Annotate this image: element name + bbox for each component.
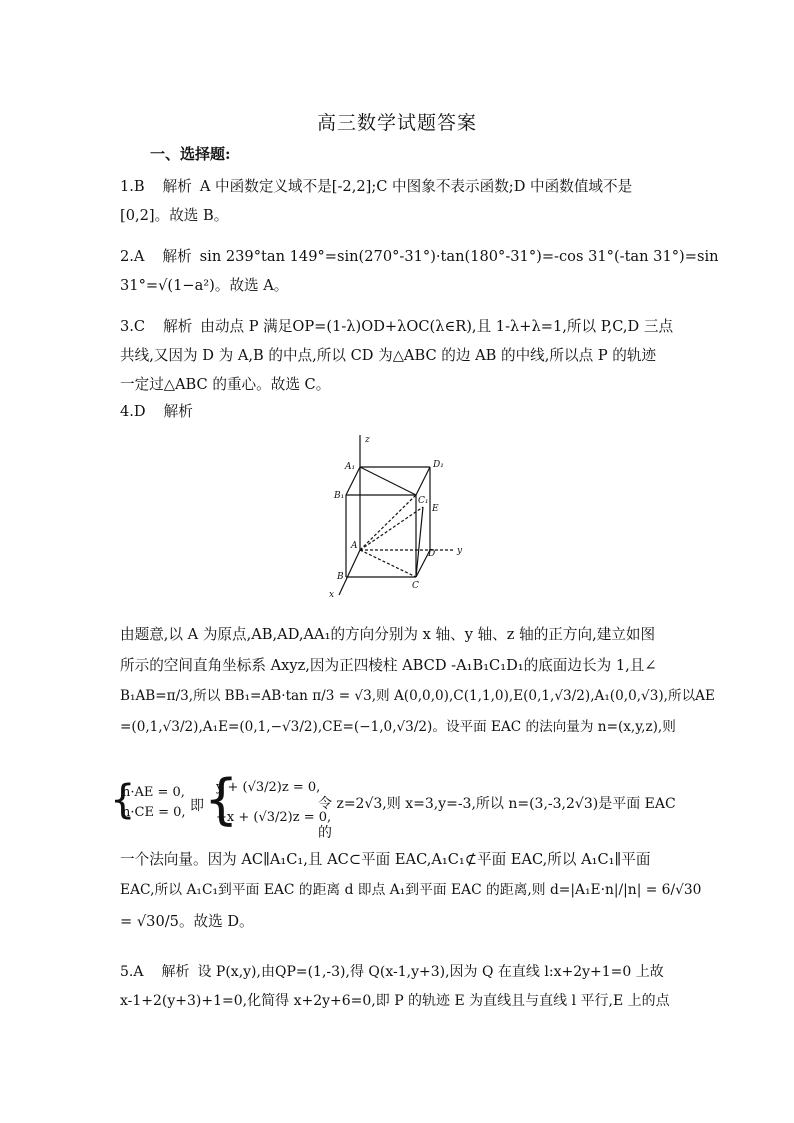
fig-label-b: B xyxy=(337,572,344,582)
answer-text: 所示的空间直角坐标系 Axyz,因为正四棱柱 ABCD -A₁B₁C₁D₁的底面边长为 1,且∠ xyxy=(120,657,657,674)
analysis-label: 解析 xyxy=(163,318,193,335)
answer-number: 4.D xyxy=(120,403,146,420)
answer-text: 令 z=2√3,则 x=3,y=-3,所以 n=(3,-3,2√3)是平面 EAC 的 xyxy=(318,796,676,841)
system-left-1: n·AE = 0, xyxy=(122,785,185,800)
system-connector: 即 xyxy=(190,798,204,814)
answer-5 xyxy=(120,958,680,1016)
system-right-2: −x + (√3/2)z = 0, xyxy=(216,810,332,825)
answer-text: sin 239°tan 149°=sin(270°-31°)·tan(180°-31°)=-cos 31°(-tan 31°)=sin xyxy=(199,248,719,265)
system-right-1: y + (√3/2)z = 0, xyxy=(216,780,321,795)
fig-label-a1: A₁ xyxy=(345,462,356,472)
answer-text: EAC,所以 A₁C₁到平面 EAC 的距离 d 即点 A₁到平面 EAC 的距离,则 d=|A₁E·n|/|n| = 6/√30 xyxy=(120,882,702,898)
answer-text: B₁AB=π/3,所以 BB₁=AB·tan π/3 = √3,则 A(0,0,0),C(1,1,0),E(0,1,√3/2),A₁(0,0,√3),所以AE xyxy=(120,688,715,704)
answer-text: = √30/5。故选 D。 xyxy=(120,913,254,930)
fig-label-z: z xyxy=(365,435,370,445)
answer-number: 5.A xyxy=(120,964,144,980)
answer-4-conclusion xyxy=(120,845,702,938)
answer-1 xyxy=(120,172,680,230)
page-title: 高三数学试题答案 xyxy=(316,112,477,134)
answer-text: [0,2]。故选 B。 xyxy=(120,207,229,224)
answer-page: 高三数学试题答案 一、选择题: 1.B 解析 A 中函数定义域不是[-2,2];C 中图象不表示函数;D 中函数值域不是 [0,2]。故选 B。 2.A 解析 sin 239°tan 149°=sin(270°-31°)·tan(180°-31°)=-cos 31°(-tan 31°)=sin 31°=√(1−a²)。故选 A。 3.C 解析 由动点 P 满足OP=(1-λ)OD+λOC(λ∈R),且 1-λ+λ=1,所以 P,C,D 三点 共线,又因为 D 为 A,B 的中点,所以 CD 为△ABC 的边 AB 的中线,所以点 P 的轨迹 一定过△ABC 的重心。故选 C。 4.D 解析 z y x A₁ D₁ B₁ C₁ E A D B C 由题意,以 A 为原点,AB,AD,AA₁的方向分别为 x 轴、y 轴、z 轴的正方向,建立如图 所示的空间直角坐标系 Axyz,因为正四棱柱 ABCD -A₁B₁C₁D₁的底面边长为 1,且∠ B₁AB=π/3,所以 BB₁=AB·tan π/3 = √3,则 A(0,0,0),C(1,1,0),E(0,1,√3/2),A₁(0,0,√3),所以AE =(0,1,√3/2),A₁E=(0,1,−√3/2),CE=(−1,0,√3/2)。设平面 EAC 的法向量为 n=(x,y,z),则 { n·AE = 0, n·CE = 0, 即 { y + (√3/2)z = 0, −x + (√3/2)z = 0, 令 z=2√3,则 x=3,y=-3,所以 n=(3,-3,2√3)是平面 EAC 的 一个法向量。因为 AC∥A₁C₁,且 AC⊂平面 EAC,A₁C₁⊄平面 EAC,所以 A₁C₁∥平面 EAC,所以 A₁C₁到平面 EAC 的距离 d 即点 A₁到平面 EAC 的距离,则 d=|A₁E·n|/|n| = 6/√30 = √30/5。故选 D。 5.A 解析 设 P(x,y),由QP=(1,-3),得 Q(x-1,y+3),因为 Q 在直线 l:x+2y+1=0 上故 x-1+2(y+3)+1=0,化简得 x+2y+6=0,即 P 的轨迹 E 为直线且与直线 l 平行,E 上的点 xyxy=(0,0,794,1123)
fig-label-d: D xyxy=(428,549,436,559)
prism-figure xyxy=(325,427,475,602)
fig-label-b1: B₁ xyxy=(334,491,345,501)
answer-number: 3.C xyxy=(120,318,146,335)
answer-4-heading xyxy=(120,397,680,426)
answer-text: 由题意,以 A 为原点,AB,AD,AA₁的方向分别为 x 轴、y 轴、z 轴的正方向,建立如图 xyxy=(120,626,656,643)
fig-label-y: y xyxy=(457,546,463,556)
fig-label-e: E xyxy=(432,504,439,514)
answer-text: A 中函数定义域不是[-2,2];C 中图象不表示函数;D 中函数值域不是 xyxy=(199,178,633,195)
answer-3 xyxy=(120,312,680,399)
fig-label-d1: D₁ xyxy=(433,460,444,470)
fig-label-c1: C₁ xyxy=(418,496,429,506)
analysis-label: 解析 xyxy=(162,178,192,195)
answer-text: 一定过△ABC 的重心。故选 C。 xyxy=(120,376,331,393)
answer-text: 共线,又因为 D 为 A,B 的中点,所以 CD 为△ABC 的边 AB 的中线,所以点 P 的轨迹 xyxy=(120,347,657,364)
answer-text: 由动点 P 满足OP=(1-λ)OD+λOC(λ∈R),且 1-λ+λ=1,所以 P,C,D 三点 xyxy=(200,318,674,335)
answer-text: x-1+2(y+3)+1=0,化简得 x+2y+6=0,即 P 的轨迹 E 为直线且与直线 l 平行,E 上的点 xyxy=(120,993,670,1009)
answer-number: 1.B xyxy=(120,178,145,195)
analysis-label: 解析 xyxy=(162,248,192,265)
system-left-2: n·CE = 0, xyxy=(122,805,186,820)
answer-text: 设 P(x,y),由QP=(1,-3),得 Q(x-1,y+3),因为 Q 在直线 l:x+2y+1=0 上故 xyxy=(197,964,664,980)
answer-text: 一个法向量。因为 AC∥A₁C₁,且 AC⊂平面 EAC,A₁C₁⊄平面 EAC,所以 A₁C₁∥平面 xyxy=(120,851,651,868)
answer-4-body xyxy=(120,620,715,744)
answer-2 xyxy=(120,242,719,300)
answer-text: 31°=√(1−a²)。故选 A。 xyxy=(120,277,289,294)
answer-number: 2.A xyxy=(120,248,145,265)
analysis-label: 解析 xyxy=(161,964,190,980)
answer-text: =(0,1,√3/2),A₁E=(0,1,−√3/2),CE=(−1,0,√3/2)。设平面 EAC 的法向量为 n=(x,y,z),则 xyxy=(120,719,676,735)
fig-label-x: x xyxy=(329,590,335,600)
fig-label-c: C xyxy=(412,581,419,591)
fig-label-a: A xyxy=(351,541,358,551)
section-heading: 一、选择题: xyxy=(150,145,231,163)
analysis-label: 解析 xyxy=(163,403,193,420)
